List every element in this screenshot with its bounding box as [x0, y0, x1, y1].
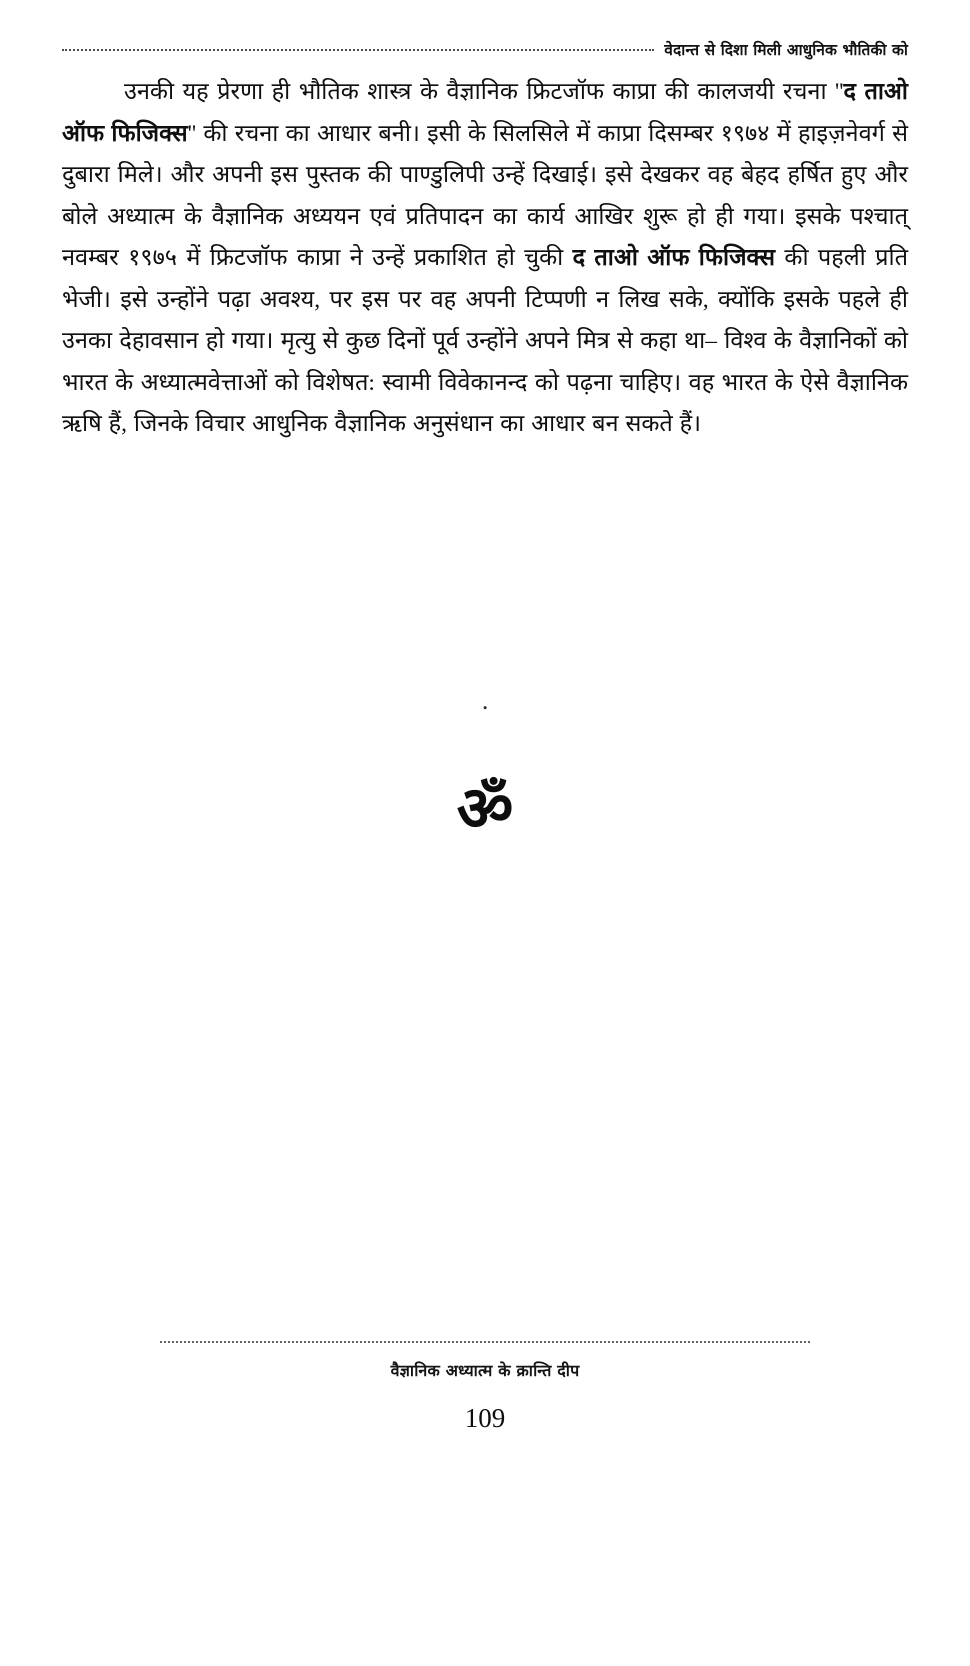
om-symbol-icon: ॐ [456, 772, 514, 845]
running-header [62, 30, 908, 60]
page-content [62, 72, 908, 446]
ornament-block [0, 700, 970, 845]
small-ornament-icon: ॱ [480, 700, 490, 730]
footer-dotted-rule [160, 1341, 810, 1343]
page-number: 109 [464, 1403, 506, 1433]
running-header-title: वेदान्त से दिशा मिली आधुनिक भौतिकी को [664, 41, 908, 59]
footer-book-title: वैज्ञानिक अध्यात्म के क्रान्ति दीप [390, 1361, 580, 1380]
header-dotted-rule [62, 49, 654, 51]
body-paragraph: उनकी यह प्रेरणा ही भौतिक शास्त्र के वैज्ञानिक फ्रिटजॉफ काप्रा की कालजयी रचना ''द ताओ ऑफ फिजिक्स'' की रचना का आधार बनी। इसी के सिलसिले में काप्रा दिसम्बर १९७४ में हाइज़नेवर्ग से दुबारा मिले। और अपनी इस पुस्तक की पाण्डुलिपी उन्हें दिखाई। इसे देखकर वह बेहद हर्षित हुए और बोले अध्यात्म के वैज्ञानिक अध्ययन एवं प्रतिपादन का कार्य आखिर शुरू हो ही गया। इसके पश्चात् नवम्बर १९७५ में फ्रिटजॉफ काप्रा ने उन्हें प्रकाशित हो चुकी द ताओ ऑफ फिजिक्स की पहली प्रति भेजी। इसे उन्होंने पढ़ा अवश्य, पर इस पर वह अपनी टिप्पणी न लिख सके, क्योंकि इसके पहले ही उनका देहावसान हो गया। मृत्यु से कुछ दिनों पूर्व उन्होंने अपने मित्र से कहा था– विश्व के वैज्ञानिकों को भारत के अध्यात्मवेत्ताओं को विशेषत: स्वामी विवेकानन्द को पढ़ना चाहिए। वह भारत के ऐसे वैज्ञानिक ऋषि हैं, जिनके विचार आधुनिक वैज्ञानिक अनुसंधान का आधार बन सकते हैं। [62, 79, 908, 437]
page-footer [160, 1341, 810, 1434]
